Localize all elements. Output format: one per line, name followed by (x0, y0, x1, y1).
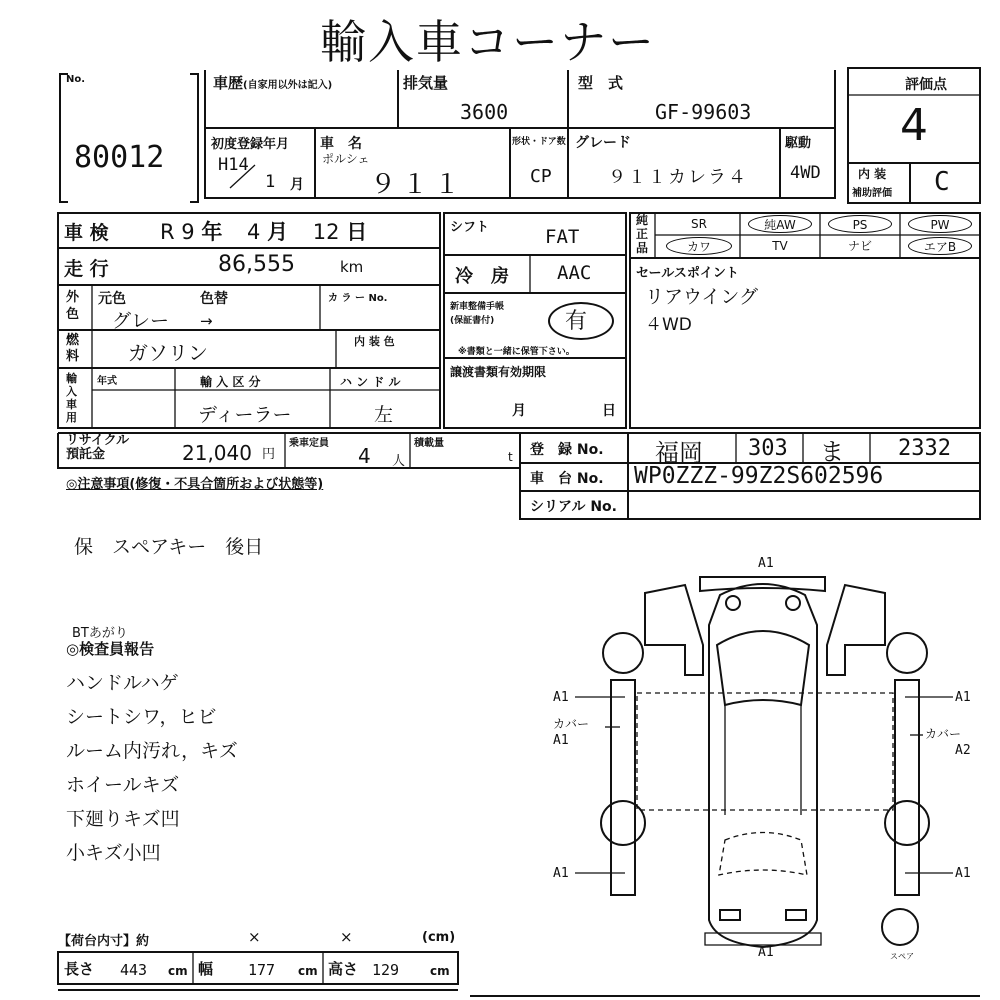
reg-number: 2332 (898, 436, 951, 461)
equipment-item: PW (908, 215, 972, 233)
grade-label: グレード (575, 135, 631, 151)
damage-left-upper: A1 (553, 690, 569, 705)
damage-right-lower: A1 (955, 866, 971, 881)
serial-label: シリアル No. (530, 499, 617, 515)
damage-right-cover-label: カバー (925, 727, 962, 741)
ac-label: 冷 房 (455, 266, 509, 287)
color-code-label: カ ラ ー No. (328, 293, 388, 304)
inspection-date: R 9 年 4 月 12 日 (160, 220, 368, 244)
capacity-value: 4 (358, 444, 371, 468)
cargo-height: 129 (372, 961, 400, 979)
bt-note: BTあがり (72, 626, 128, 641)
first-reg-month: 1 (265, 172, 276, 192)
import-class-label: 輸 入 区 分 (200, 375, 261, 389)
car-name-label: 車 名 (320, 136, 362, 152)
fuel-value: ガソリン (128, 341, 208, 365)
score-label: 評価点 (905, 77, 947, 93)
first-reg-year: H14 (218, 155, 249, 175)
recycle-value: 21,040 (182, 441, 252, 465)
displacement-value: 3600 (460, 100, 509, 124)
history-label: 車歴(自家用以外は記入) (213, 74, 333, 92)
load-unit: t (508, 450, 513, 464)
reg-kana: ま (820, 438, 844, 466)
damage-front: A1 (758, 556, 774, 571)
model-type-label: 型 式 (578, 74, 624, 92)
equipment-item: TV (772, 239, 788, 253)
registration-label: 登 録 No. (530, 442, 604, 458)
displacement-label: 排気量 (403, 74, 449, 92)
equipment-item: PS (828, 215, 892, 233)
reg-place: 福岡 (655, 439, 703, 467)
cargo-height-unit: cm (430, 964, 450, 978)
interior-label: 内 装 (858, 167, 887, 181)
equipment-item: ナビ (847, 239, 872, 253)
recycle-unit: 円 (262, 447, 276, 462)
damage-left-cover-label: カバー (553, 717, 590, 731)
load-label: 積載量 (414, 438, 444, 449)
inspector-item: ハンドルハゲ (66, 672, 179, 694)
reg-class: 303 (748, 436, 788, 461)
service-book-label: 新車整備手帳 (保証書付) (450, 302, 505, 326)
first-reg-label: 初度登録年月 (211, 137, 290, 152)
equipment-side-label: 純正品 (636, 213, 649, 255)
grade-value: ９１１カレラ４ (608, 167, 748, 188)
fuel-side-label: 燃料 (66, 333, 80, 364)
shift-label: シフト (450, 220, 490, 235)
drive-label: 駆動 (785, 136, 812, 151)
orig-color-value: グレー (112, 310, 170, 332)
import-side-label: 輸入車用 (66, 372, 77, 424)
model-year-label: 年式 (97, 376, 117, 387)
cargo-length-label: 長さ (64, 960, 95, 978)
doc-expiry-month: 月 (512, 403, 526, 419)
recycle-label: リサイクル 預託金 (66, 433, 130, 462)
car-diagram (545, 555, 985, 975)
sales-point-2: ４WD (645, 315, 692, 335)
equipment-item: 純AW (748, 215, 812, 233)
car-maker: ポルシェ (322, 152, 370, 166)
body-shape-label: 形状・ドア数 (512, 137, 566, 147)
cargo-grid (0, 950, 1000, 1000)
damage-right-cover: A2 (955, 743, 971, 758)
cargo-length: 443 (120, 961, 148, 979)
ac-value: AAC (557, 262, 592, 284)
chassis-value: WP0ZZZ-99Z2S602596 (634, 463, 884, 489)
inspector-item: 下廻りキズ凹 (66, 808, 180, 830)
shift-value: FAT (545, 226, 580, 248)
change-color-label: 色替 (200, 291, 228, 307)
interior-color-label: 内 装 色 (354, 335, 395, 348)
cargo-height-label: 高さ (328, 960, 359, 978)
lot-number: 80012 (74, 140, 165, 175)
cargo-x2: × (340, 928, 353, 946)
cargo-x1: × (248, 928, 261, 946)
page-title: 輸入車コーナー (320, 15, 656, 69)
equipment-item: SR (691, 217, 707, 231)
body-shape-value: CP (530, 166, 552, 187)
cargo-width: 177 (248, 961, 276, 979)
equipment-item: エアB (908, 237, 972, 255)
car-name-value: ９１１ (370, 170, 467, 200)
sales-point-1: リアウイング (645, 286, 759, 308)
doc-expiry-day: 日 (602, 403, 616, 419)
chassis-label: 車 台 No. (530, 471, 604, 487)
handle-label: ハ ン ド ル (340, 375, 401, 389)
inspector-item: 小キズ小凹 (66, 842, 161, 864)
inspector-header: ◎検査員報告 (66, 640, 155, 658)
first-reg-month-unit: 月 (290, 177, 304, 193)
mileage-unit: km (340, 258, 364, 276)
import-class-value: ディーラー (198, 404, 292, 426)
handle-value: 左 (374, 404, 394, 426)
notes-header: ◎注意事項(修復・不具合箇所および状態等) (66, 477, 324, 492)
interior-sub-label: 補助評価 (852, 188, 892, 199)
color-arrow: → (200, 312, 213, 330)
lot-no-label: No. (66, 74, 86, 85)
service-book-note: ※書類と一緒に保管下さい。 (458, 347, 575, 357)
orig-color-label: 元色 (98, 291, 126, 307)
exterior-side-label: 外色 (66, 290, 80, 322)
service-book-value: 有 (565, 309, 588, 334)
model-type-value: GF-99603 (655, 100, 752, 124)
inspection-label: 車 検 (64, 222, 109, 244)
damage-rear: A1 (758, 945, 774, 960)
damage-left-lower: A1 (553, 866, 569, 881)
mileage-label: 走 行 (64, 258, 109, 280)
drive-value: 4WD (790, 163, 821, 183)
equipment-item: カワ (666, 237, 732, 255)
sales-points-label: セールスポイント (636, 266, 739, 281)
spare-label: スペア (890, 952, 914, 961)
cargo-width-unit: cm (298, 964, 318, 978)
capacity-label: 乗車定員 (289, 438, 329, 449)
score-value: 4 (900, 100, 928, 151)
inspector-item: ルーム内汚れ，キズ (66, 740, 238, 762)
inspector-item: シートシワ，ヒビ (66, 706, 217, 728)
capacity-unit: 人 (392, 454, 406, 469)
cargo-header: 【荷台内寸】約 (58, 934, 150, 949)
damage-right-upper: A1 (955, 690, 971, 705)
damage-left-cover: A1 (553, 733, 569, 748)
cargo-unit: (cm) (422, 930, 456, 945)
interior-score: C (934, 167, 950, 197)
doc-expiry-label: 譲渡書類有効期限 (450, 365, 547, 379)
note-line: 保 スペアキー 後日 (74, 536, 264, 558)
cargo-width-label: 幅 (198, 960, 214, 978)
mileage-value: 86,555 (218, 252, 295, 277)
inspector-item: ホイールキズ (66, 774, 180, 796)
cargo-length-unit: cm (168, 964, 188, 978)
